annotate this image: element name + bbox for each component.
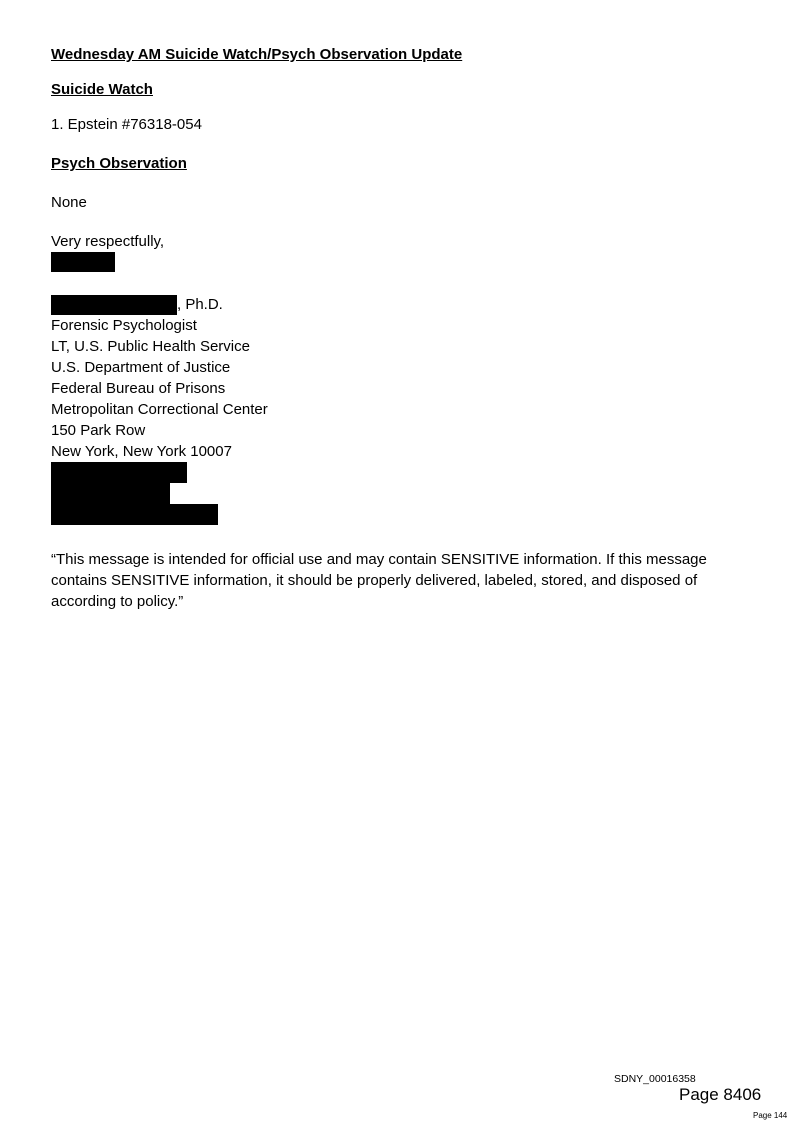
suicide-watch-item: 1. Epstein #76318-054 [51,116,202,133]
signature-name-line [51,294,751,315]
redaction-bar [51,295,177,315]
document-title: Wednesday AM Suicide Watch/Psych Observation Update [51,46,463,63]
small-page-number: Page 144 [753,1111,788,1120]
suicide-watch-heading: Suicide Watch [51,81,153,98]
redacted-contact-block [51,462,751,525]
psych-observation-heading: Psych Observation [51,155,187,172]
redaction-bar [51,252,115,272]
signature-line: Forensic Psychologist [51,317,197,334]
redaction-bar [51,504,218,525]
psych-observation-value: None [51,194,87,211]
credential-suffix: , Ph.D. [177,296,223,313]
redaction-bar [51,483,170,504]
bates-number: SDNY_00016358 [614,1073,696,1085]
signature-line: Metropolitan Correctional Center [51,401,268,418]
closing-text: Very respectfully, [51,233,165,250]
signature-line: New York, New York 10007 [51,443,232,460]
redacted-signature-block [51,252,751,273]
signature-line: U.S. Department of Justice [51,359,231,376]
signature-line: 150 Park Row [51,422,146,439]
page-number: Page 8406 [679,1085,762,1104]
sensitivity-notice: “This message is intended for official use and may contain SENSITIVE information. If this message contains SENSITIVE information, it should be properly delivered, labeled, stored, and disposed of according to policy.” [51,551,707,610]
signature-line: LT, U.S. Public Health Service [51,338,250,355]
redaction-bar [51,462,187,483]
signature-line: Federal Bureau of Prisons [51,380,226,397]
document-body [51,44,751,525]
